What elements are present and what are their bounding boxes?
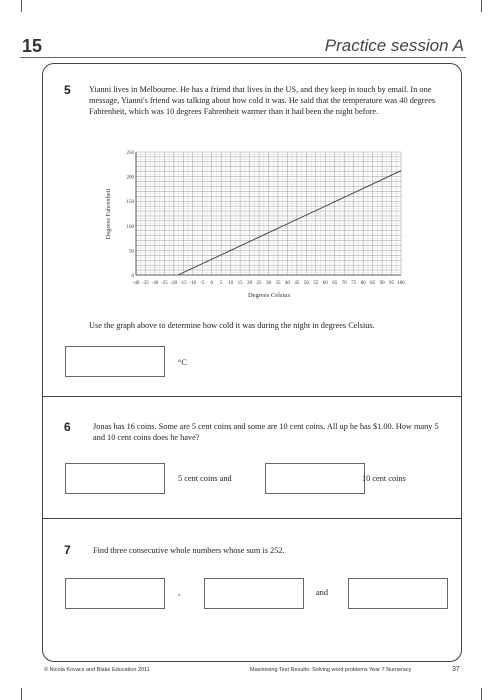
x-tick-label: -20 bbox=[170, 281, 178, 286]
footer-page-number: 37 bbox=[452, 666, 460, 673]
and-label: and bbox=[316, 588, 328, 597]
question-5-text: Yianni lives in Melbourne. He has a friend that lives in the US, and they keep in touch by email. In one message, Yianni's friend was talking about how cold it was. He said that the temperature was 40 degrees Fahrenheit, which was 10 degrees Fahrenheit warmer than it had been the night before. bbox=[89, 85, 436, 116]
x-tick-label: -5 bbox=[200, 281, 205, 286]
x-tick-label: -35 bbox=[142, 281, 149, 286]
x-tick-label: 5 bbox=[219, 281, 223, 286]
question-5-number: 5 bbox=[64, 83, 71, 97]
question-6-text: Jonas has 16 coins. Some are 5 cent coins and some are 10 cent coins. All up he has $1.00. How many 5 and 10 cent coins does he have? bbox=[93, 422, 439, 442]
x-tick-label: 15 bbox=[237, 281, 243, 286]
x-tick-label: 10 bbox=[228, 281, 234, 286]
celsius-unit-label: °C bbox=[178, 358, 187, 367]
x-tick-label: 50 bbox=[303, 281, 309, 286]
y-tick-label: 100 bbox=[126, 224, 134, 230]
answer-box-celsius[interactable] bbox=[65, 346, 165, 377]
page-title: Practice session A bbox=[324, 36, 464, 55]
answer-box-second-number[interactable] bbox=[204, 578, 304, 609]
footer-book-title: Maximising Test Results: Solving word problems Year 7 Numeracy bbox=[250, 667, 412, 673]
x-tick-label: -30 bbox=[151, 281, 159, 286]
question-7-number: 7 bbox=[64, 543, 71, 557]
x-tick-label: 95 bbox=[389, 281, 395, 286]
x-tick-label: 35 bbox=[275, 281, 281, 286]
x-axis-title: Degrees Celsius bbox=[247, 292, 291, 299]
graph-grid bbox=[136, 152, 401, 275]
x-tick-label: 65 bbox=[332, 281, 338, 286]
y-tick-label: 50 bbox=[129, 249, 134, 255]
page-section-number: 15 bbox=[22, 36, 43, 56]
answer-box-third-number[interactable] bbox=[348, 578, 448, 609]
x-tick-label: 45 bbox=[294, 281, 300, 286]
y-tick-labels bbox=[127, 151, 135, 279]
x-tick-label: 60 bbox=[322, 281, 328, 286]
x-tick-label: 0 bbox=[210, 281, 213, 286]
answer-box-first-number[interactable] bbox=[65, 578, 165, 609]
x-tick-labels bbox=[133, 281, 406, 286]
x-tick-label: 80 bbox=[360, 281, 366, 286]
question-6-number: 6 bbox=[64, 420, 71, 434]
ten-cent-label: 10 cent coins bbox=[362, 474, 406, 483]
question-7-text: Find three consecutive whole numbers whose sum is 252. bbox=[93, 546, 285, 555]
x-tick-label: -25 bbox=[161, 281, 168, 286]
comma-separator: , bbox=[178, 588, 181, 597]
x-tick-label: 30 bbox=[266, 281, 271, 286]
answer-box-5-cent[interactable] bbox=[65, 463, 165, 494]
question-5-instruction: Use the graph above to determine how cold it was during the night in degrees Celsius. bbox=[89, 321, 375, 330]
x-tick-label: 75 bbox=[351, 281, 357, 286]
x-tick-label: 20 bbox=[247, 281, 253, 286]
y-tick-label: 0 bbox=[131, 274, 134, 279]
five-cent-label: 5 cent coins and bbox=[178, 474, 232, 483]
x-tick-label: -10 bbox=[189, 281, 197, 286]
x-tick-label: 25 bbox=[256, 281, 262, 286]
x-tick-label: 85 bbox=[370, 281, 376, 286]
x-tick-label: 90 bbox=[379, 281, 385, 286]
x-tick-label: 100 bbox=[397, 281, 405, 286]
y-axis-title: Degrees Fahrenheit bbox=[105, 188, 112, 240]
footer-copyright: © Nicola Kovacs and Blake Education 2011 bbox=[44, 667, 150, 673]
y-tick-label: 150 bbox=[126, 200, 134, 206]
y-tick-label: 200 bbox=[126, 175, 134, 181]
x-tick-label: 70 bbox=[341, 281, 347, 286]
answer-box-10-cent[interactable] bbox=[265, 463, 365, 494]
x-tick-label: -15 bbox=[179, 281, 187, 286]
x-tick-label: 40 bbox=[284, 281, 290, 286]
x-tick-label: -40 bbox=[132, 281, 140, 286]
y-tick-label: 250 bbox=[126, 151, 134, 156]
x-tick-label: 55 bbox=[313, 281, 319, 286]
